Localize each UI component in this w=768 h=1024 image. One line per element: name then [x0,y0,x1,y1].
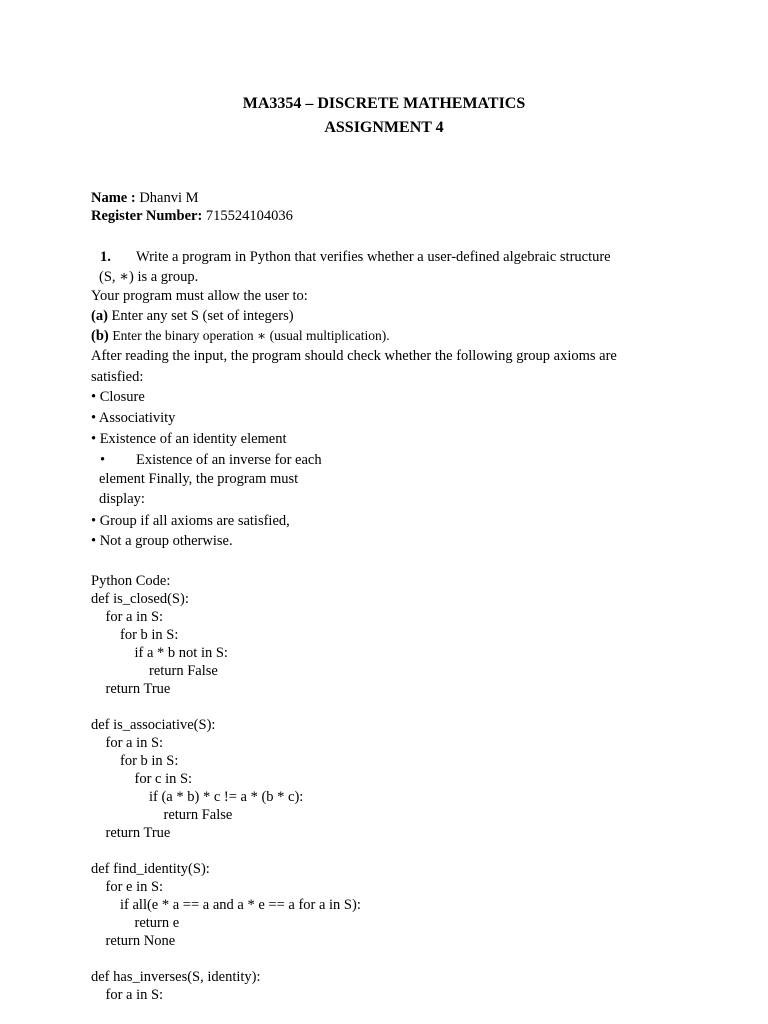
code-line: def find_identity(S): [91,861,210,877]
question-line-3: Your program must allow the user to: [91,288,308,304]
code-line: def has_inverses(S, identity): [91,969,261,985]
bullet-group: • Group if all axioms are satisfied, [91,513,290,529]
code-line: return False [91,663,218,679]
option-a-text: Enter any set S (set of integers) [111,308,294,324]
code-line: if a * b not in S: [91,645,228,661]
option-a-label: (a) [91,308,108,324]
code-line: for a in S: [91,987,164,1003]
code-line [91,698,361,716]
option-b-text: Enter the binary operation ∗ (usual multiplication). [112,328,390,343]
code-line: for a in S: [91,609,164,625]
bullet-closure: • Closure [91,389,145,405]
question-line-2: (S, ∗) is a group. [99,269,199,285]
question-line-7: satisfied: [91,369,144,385]
code-line: return True [91,825,171,841]
question-line-12: element Finally, the program must [99,471,299,487]
bullet-inverse: Existence of an inverse for each [136,452,322,468]
option-b-label: (b) [91,328,109,344]
option-a [91,307,294,325]
code-line: if (a * b) * c != a * (b * c): [91,789,304,805]
name-label: Name : [91,190,136,206]
bullet-inverse-mark: • [100,452,106,468]
register-value: 715524104036 [205,208,293,224]
code-line: return False [91,807,233,823]
code-block [91,590,361,1004]
code-line: for a in S: [91,735,164,751]
code-line: for b in S: [91,627,179,643]
code-line: if all(e * a == a and a * e == a for a in S): [91,897,361,913]
bullet-associativity: • Associativity [91,410,176,426]
code-heading: Python Code: [91,573,171,589]
name-value: Dhanvi M [139,190,199,206]
code-line: for b in S: [91,753,179,769]
code-line: for e in S: [91,879,164,895]
register-label: Register Number: [91,208,203,224]
code-line: return e [91,915,180,931]
question-line-1: Write a program in Python that verifies whether a user-defined algebraic structure [136,249,611,265]
code-line: for c in S: [91,771,193,787]
code-line: return True [91,681,171,697]
code-line [91,842,361,860]
option-b [91,327,390,345]
name-row [91,189,199,207]
question-number: 1. [100,249,111,265]
code-line: def is_closed(S): [91,591,189,607]
question-line-6: After reading the input, the program should check whether the following group axioms are [91,348,617,364]
bullet-not-group: • Not a group otherwise. [91,533,233,549]
document-title: MA3354 – DISCRETE MATHEMATICS [242,95,526,112]
bullet-identity: • Existence of an identity element [91,431,287,447]
question-number-row [100,248,111,266]
code-line: def is_associative(S): [91,717,216,733]
code-line [91,950,361,968]
question-line-13: display: [99,491,145,507]
code-line: return None [91,933,176,949]
register-row [91,207,293,225]
assignment-number: ASSIGNMENT 4 [324,119,444,136]
